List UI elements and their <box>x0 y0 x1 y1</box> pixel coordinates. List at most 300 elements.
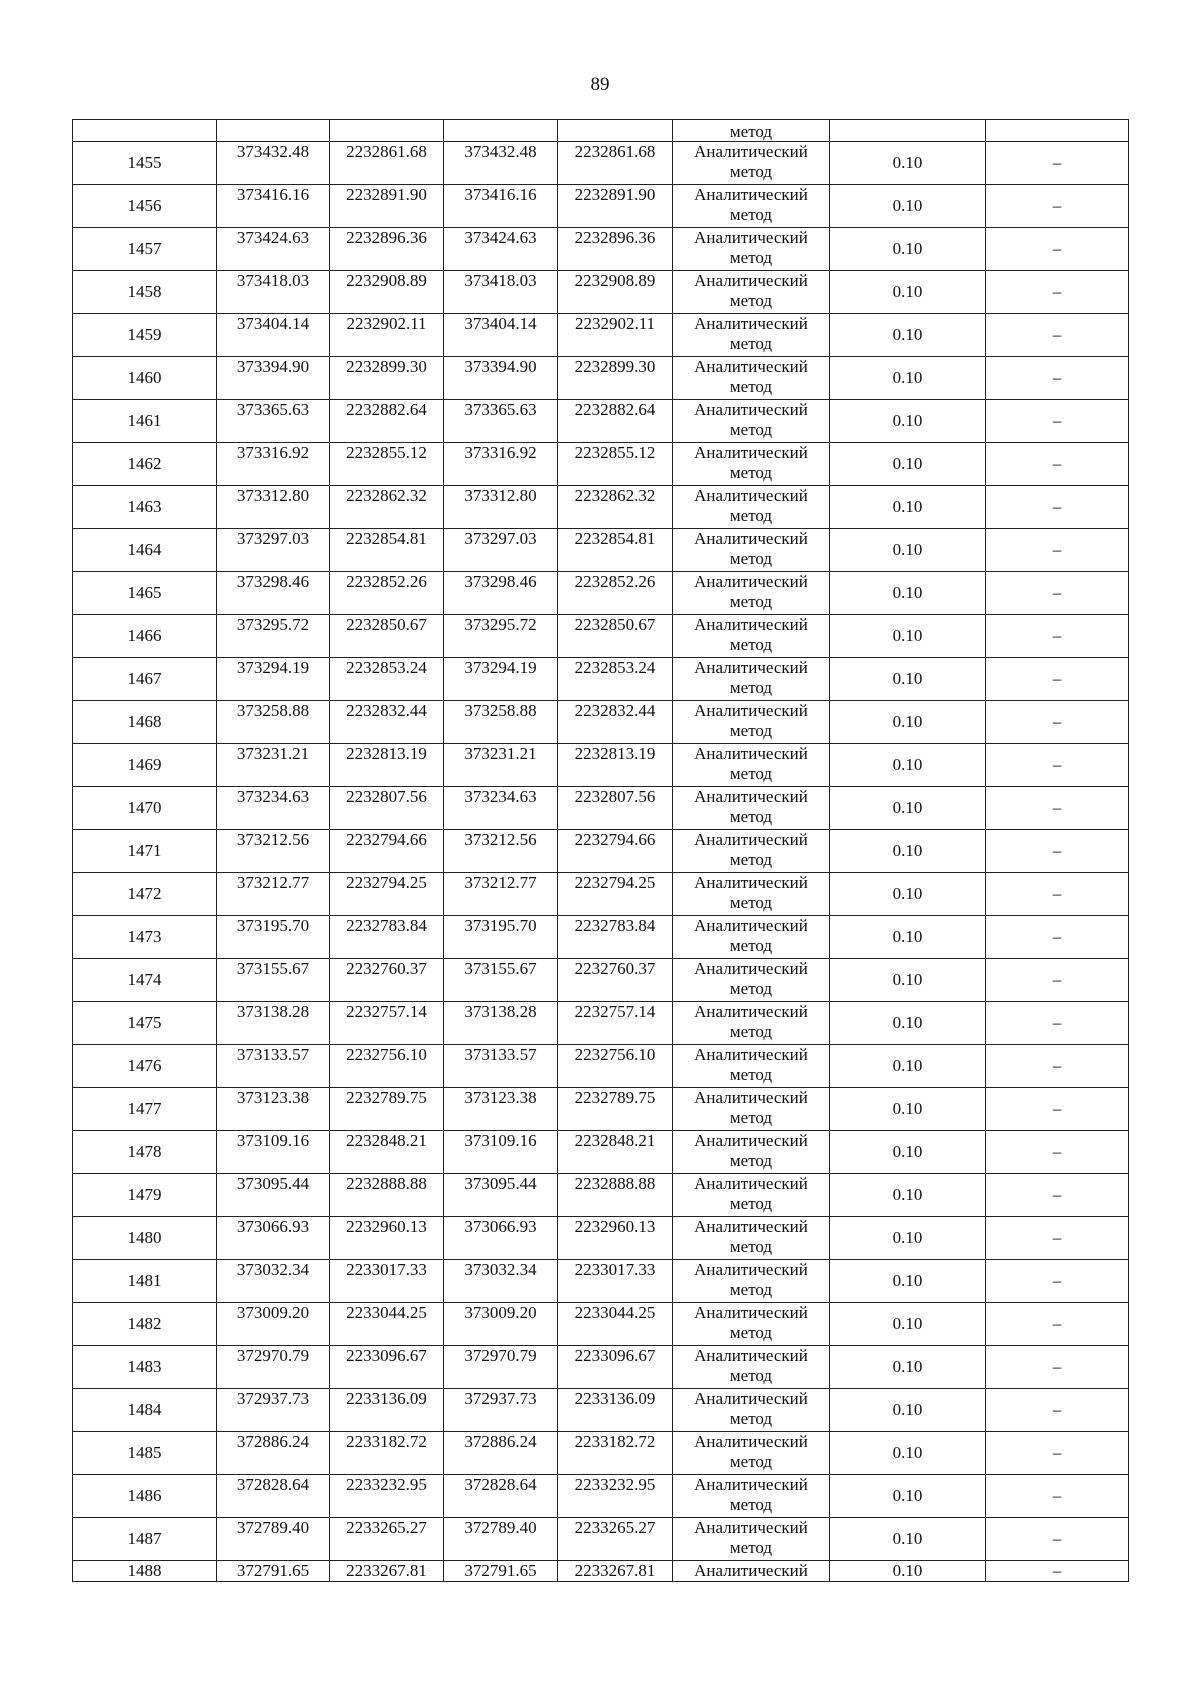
x-coordinate: 373294.19 <box>217 658 330 701</box>
x-coordinate-2: 373294.19 <box>444 658 558 701</box>
method-line-1: Аналитический <box>694 1432 808 1451</box>
y-coordinate: 2232855.12 <box>330 443 444 486</box>
y-coordinate: 2233136.09 <box>330 1389 444 1432</box>
dash-value: – <box>986 572 1129 615</box>
dash-value: – <box>986 1303 1129 1346</box>
y-coordinate-2: 2233232.95 <box>558 1475 673 1518</box>
method-line-2: метод <box>729 463 773 482</box>
x-coordinate: 373365.63 <box>217 400 330 443</box>
dash-value: – <box>986 1432 1129 1475</box>
x-coordinate-2: 373009.20 <box>444 1303 558 1346</box>
x-coordinate: 373095.44 <box>217 1174 330 1217</box>
method-line-1: Аналитический <box>694 400 808 419</box>
point-number: 1484 <box>73 1389 217 1432</box>
accuracy-value: 0.10 <box>830 142 986 185</box>
method-cell <box>673 1303 830 1346</box>
method-cell <box>673 357 830 400</box>
method-line-1: Аналитический <box>694 1045 808 1064</box>
method-line-1: Аналитический <box>694 271 808 290</box>
point-number: 1476 <box>73 1045 217 1088</box>
method-line-1: Аналитический <box>694 185 808 204</box>
method-line-2: метод <box>729 291 773 310</box>
method-cell <box>673 443 830 486</box>
method-cell <box>673 314 830 357</box>
method-line-1: Аналитический <box>694 1475 808 1494</box>
method-line-2: метод <box>729 807 773 826</box>
table-row <box>73 701 1129 744</box>
x-coordinate: 373032.34 <box>217 1260 330 1303</box>
point-number: 1480 <box>73 1217 217 1260</box>
dash-value: – <box>986 1346 1129 1389</box>
method-cell <box>673 744 830 787</box>
point-number: 1475 <box>73 1002 217 1045</box>
method-line-2: метод <box>729 1452 773 1471</box>
y-coordinate: 2232832.44 <box>330 701 444 744</box>
method-line-1: Аналитический <box>694 1389 808 1408</box>
y-coordinate: 2232853.24 <box>330 658 444 701</box>
point-number: 1486 <box>73 1475 217 1518</box>
method-cell <box>673 1088 830 1131</box>
x-coordinate: 373234.63 <box>217 787 330 830</box>
accuracy-value: 0.10 <box>830 787 986 830</box>
y-coordinate: 2232757.14 <box>330 1002 444 1045</box>
method-line-1: Аналитический <box>694 701 808 720</box>
x-coordinate-2: 372937.73 <box>444 1389 558 1432</box>
point-number: 1477 <box>73 1088 217 1131</box>
x-coordinate-2: 373032.34 <box>444 1260 558 1303</box>
dash-value: – <box>986 744 1129 787</box>
accuracy-value: 0.10 <box>830 1475 986 1518</box>
dash-value: – <box>986 443 1129 486</box>
dash-value: – <box>986 1389 1129 1432</box>
table-body <box>73 120 1129 1582</box>
accuracy-value: 0.10 <box>830 701 986 744</box>
y-coordinate: 2232888.88 <box>330 1174 444 1217</box>
x-coordinate-2: 373195.70 <box>444 916 558 959</box>
method-line-1: Аналитический <box>694 1002 808 1021</box>
method-cell <box>673 142 830 185</box>
point-number: 1478 <box>73 1131 217 1174</box>
cell-empty <box>986 120 1129 142</box>
table-row <box>73 1217 1129 1260</box>
page-number: 89 <box>590 74 610 95</box>
dash-value: – <box>986 185 1129 228</box>
method-line-2: метод <box>729 1237 773 1256</box>
method-cell <box>673 529 830 572</box>
method-line-1: Аналитический <box>694 959 808 978</box>
method-line-1: Аналитический <box>694 1174 808 1193</box>
point-number: 1474 <box>73 959 217 1002</box>
y-coordinate: 2232794.66 <box>330 830 444 873</box>
table-row <box>73 787 1129 830</box>
point-number: 1458 <box>73 271 217 314</box>
y-coordinate: 2232854.81 <box>330 529 444 572</box>
method-line-2: метод <box>729 506 773 525</box>
accuracy-value: 0.10 <box>830 1217 986 1260</box>
accuracy-value: 0.10 <box>830 1432 986 1475</box>
accuracy-value: 0.10 <box>830 1561 986 1582</box>
point-number: 1460 <box>73 357 217 400</box>
method-line-1: Аналитический <box>694 486 808 505</box>
accuracy-value: 0.10 <box>830 529 986 572</box>
dash-value: – <box>986 1260 1129 1303</box>
method-cell <box>673 400 830 443</box>
table-row <box>73 873 1129 916</box>
point-number: 1464 <box>73 529 217 572</box>
x-coordinate: 373138.28 <box>217 1002 330 1045</box>
method-line-2: метод <box>729 1280 773 1299</box>
y-coordinate-2: 2232794.25 <box>558 873 673 916</box>
method-line-1: Аналитический <box>694 529 808 548</box>
x-coordinate: 373416.16 <box>217 185 330 228</box>
method-line-2: метод <box>729 549 773 568</box>
x-coordinate: 373295.72 <box>217 615 330 658</box>
x-coordinate: 373009.20 <box>217 1303 330 1346</box>
x-coordinate-2: 373212.56 <box>444 830 558 873</box>
y-coordinate-2: 2232850.67 <box>558 615 673 658</box>
point-number: 1457 <box>73 228 217 271</box>
method-line-1: Аналитический <box>694 1518 808 1537</box>
accuracy-value: 0.10 <box>830 1260 986 1303</box>
method-cell <box>673 830 830 873</box>
x-coordinate-2: 373155.67 <box>444 959 558 1002</box>
x-coordinate: 373424.63 <box>217 228 330 271</box>
accuracy-value: 0.10 <box>830 486 986 529</box>
table-row <box>73 830 1129 873</box>
dash-value: – <box>986 1174 1129 1217</box>
table-row <box>73 744 1129 787</box>
x-coordinate-2: 373095.44 <box>444 1174 558 1217</box>
x-coordinate-2: 373297.03 <box>444 529 558 572</box>
accuracy-value: 0.10 <box>830 744 986 787</box>
continuation-row <box>73 120 1129 142</box>
table-row <box>73 271 1129 314</box>
accuracy-value: 0.10 <box>830 228 986 271</box>
method-line-2: метод <box>729 1323 773 1342</box>
table-row <box>73 529 1129 572</box>
method-line-2: метод <box>729 936 773 955</box>
x-coordinate-2: 373295.72 <box>444 615 558 658</box>
point-number: 1473 <box>73 916 217 959</box>
y-coordinate-2: 2232783.84 <box>558 916 673 959</box>
method-line-2: метод <box>729 1366 773 1385</box>
x-coordinate: 373312.80 <box>217 486 330 529</box>
accuracy-value: 0.10 <box>830 1045 986 1088</box>
method-line-2: метод <box>729 850 773 869</box>
method-line-2: метод <box>729 635 773 654</box>
y-coordinate: 2233096.67 <box>330 1346 444 1389</box>
point-number: 1485 <box>73 1432 217 1475</box>
table-row <box>73 486 1129 529</box>
dash-value: – <box>986 1088 1129 1131</box>
y-coordinate-2: 2232789.75 <box>558 1088 673 1131</box>
y-coordinate-2: 2232832.44 <box>558 701 673 744</box>
method-line-1: Аналитический <box>694 572 808 591</box>
y-coordinate-2: 2233096.67 <box>558 1346 673 1389</box>
y-coordinate-2: 2232902.11 <box>558 314 673 357</box>
accuracy-value: 0.10 <box>830 658 986 701</box>
method-line-1: Аналитический <box>694 615 808 634</box>
method-cell <box>673 1131 830 1174</box>
x-coordinate: 372937.73 <box>217 1389 330 1432</box>
table-row <box>73 1174 1129 1217</box>
point-number: 1483 <box>73 1346 217 1389</box>
x-coordinate-2: 373258.88 <box>444 701 558 744</box>
x-coordinate: 372886.24 <box>217 1432 330 1475</box>
y-coordinate-2: 2232891.90 <box>558 185 673 228</box>
table-row <box>73 1002 1129 1045</box>
y-coordinate: 2232902.11 <box>330 314 444 357</box>
table-row <box>73 185 1129 228</box>
x-coordinate-2: 373133.57 <box>444 1045 558 1088</box>
x-coordinate-2: 373123.38 <box>444 1088 558 1131</box>
x-coordinate: 373212.77 <box>217 873 330 916</box>
method-line-2: метод <box>729 1108 773 1127</box>
x-coordinate: 372970.79 <box>217 1346 330 1389</box>
point-number: 1467 <box>73 658 217 701</box>
accuracy-value: 0.10 <box>830 185 986 228</box>
point-number: 1466 <box>73 615 217 658</box>
point-number: 1465 <box>73 572 217 615</box>
y-coordinate-2: 2232848.21 <box>558 1131 673 1174</box>
method-cell <box>673 615 830 658</box>
point-number: 1459 <box>73 314 217 357</box>
method-cell <box>673 959 830 1002</box>
method-line-2: метод <box>729 721 773 740</box>
x-coordinate: 373212.56 <box>217 830 330 873</box>
accuracy-value: 0.10 <box>830 400 986 443</box>
cell-empty <box>444 120 558 142</box>
y-coordinate: 2233044.25 <box>330 1303 444 1346</box>
table-row <box>73 1045 1129 1088</box>
y-coordinate-2: 2232896.36 <box>558 228 673 271</box>
accuracy-value: 0.10 <box>830 959 986 1002</box>
method-line-1: Аналитический <box>694 744 808 763</box>
y-coordinate-2: 2232888.88 <box>558 1174 673 1217</box>
method-line-2: метод <box>729 764 773 783</box>
cell-empty <box>830 120 986 142</box>
dash-value: – <box>986 357 1129 400</box>
accuracy-value: 0.10 <box>830 443 986 486</box>
y-coordinate: 2233267.81 <box>330 1561 444 1582</box>
x-coordinate-2: 373138.28 <box>444 1002 558 1045</box>
method-line-2: метод <box>729 248 773 267</box>
method-cell <box>673 1346 830 1389</box>
table-row <box>73 357 1129 400</box>
x-coordinate-2: 373394.90 <box>444 357 558 400</box>
dash-value: – <box>986 400 1129 443</box>
accuracy-value: 0.10 <box>830 1389 986 1432</box>
dash-value: – <box>986 1475 1129 1518</box>
coordinates-table <box>72 119 1129 1582</box>
x-coordinate-2: 373432.48 <box>444 142 558 185</box>
x-coordinate: 372828.64 <box>217 1475 330 1518</box>
accuracy-value: 0.10 <box>830 314 986 357</box>
y-coordinate-2: 2233044.25 <box>558 1303 673 1346</box>
y-coordinate: 2232960.13 <box>330 1217 444 1260</box>
x-coordinate-2: 373416.16 <box>444 185 558 228</box>
y-coordinate: 2233265.27 <box>330 1518 444 1561</box>
method-line-2: метод <box>729 334 773 353</box>
x-coordinate-2: 372886.24 <box>444 1432 558 1475</box>
table-row <box>73 916 1129 959</box>
table-row <box>73 1389 1129 1432</box>
method-cell <box>673 486 830 529</box>
x-coordinate-2: 373404.14 <box>444 314 558 357</box>
accuracy-value: 0.10 <box>830 873 986 916</box>
dash-value: – <box>986 1217 1129 1260</box>
method-cell <box>673 658 830 701</box>
x-coordinate: 373298.46 <box>217 572 330 615</box>
method-line-1: Аналитический <box>694 443 808 462</box>
x-coordinate: 373297.03 <box>217 529 330 572</box>
dash-value: – <box>986 314 1129 357</box>
y-coordinate-2: 2232960.13 <box>558 1217 673 1260</box>
method-line-2: метод <box>729 377 773 396</box>
x-coordinate: 373109.16 <box>217 1131 330 1174</box>
method-cell <box>673 787 830 830</box>
method-line-1: Аналитический <box>694 314 808 333</box>
table-row-last <box>73 1561 1129 1582</box>
y-coordinate: 2232862.32 <box>330 486 444 529</box>
y-coordinate: 2232783.84 <box>330 916 444 959</box>
y-coordinate: 2232848.21 <box>330 1131 444 1174</box>
accuracy-value: 0.10 <box>830 271 986 314</box>
y-coordinate-2: 2232882.64 <box>558 400 673 443</box>
y-coordinate-2: 2232861.68 <box>558 142 673 185</box>
table-row <box>73 314 1129 357</box>
method-line-2: метод <box>729 1022 773 1041</box>
y-coordinate-2: 2232813.19 <box>558 744 673 787</box>
dash-value: – <box>986 873 1129 916</box>
x-coordinate: 373404.14 <box>217 314 330 357</box>
dash-value: – <box>986 701 1129 744</box>
method-line-2: метод <box>729 1065 773 1084</box>
accuracy-value: 0.10 <box>830 1131 986 1174</box>
method-cell <box>673 1475 830 1518</box>
x-coordinate-2: 372791.65 <box>444 1561 558 1582</box>
point-number: 1461 <box>73 400 217 443</box>
x-coordinate: 373133.57 <box>217 1045 330 1088</box>
x-coordinate-2: 373212.77 <box>444 873 558 916</box>
method-cell <box>673 1518 830 1561</box>
x-coordinate-2: 372970.79 <box>444 1346 558 1389</box>
y-coordinate: 2232899.30 <box>330 357 444 400</box>
y-coordinate-2: 2232756.10 <box>558 1045 673 1088</box>
dash-value: – <box>986 787 1129 830</box>
method-cell <box>673 271 830 314</box>
table-row <box>73 1475 1129 1518</box>
table-row <box>73 400 1129 443</box>
point-number: 1462 <box>73 443 217 486</box>
point-number: 1456 <box>73 185 217 228</box>
accuracy-value: 0.10 <box>830 830 986 873</box>
x-coordinate-2: 373365.63 <box>444 400 558 443</box>
y-coordinate-2: 2232807.56 <box>558 787 673 830</box>
dash-value: – <box>986 486 1129 529</box>
method-line-1: Аналитический <box>694 1346 808 1365</box>
method-line-1: Аналитический <box>694 916 808 935</box>
method-cell <box>673 185 830 228</box>
x-coordinate-2: 373418.03 <box>444 271 558 314</box>
table-row <box>73 443 1129 486</box>
x-coordinate-2: 373109.16 <box>444 1131 558 1174</box>
point-number: 1481 <box>73 1260 217 1303</box>
y-coordinate: 2232756.10 <box>330 1045 444 1088</box>
y-coordinate-2: 2232757.14 <box>558 1002 673 1045</box>
method-line-1: Аналитический <box>694 1088 808 1107</box>
method-line-1: Аналитический <box>694 658 808 677</box>
dash-value: – <box>986 529 1129 572</box>
dash-value: – <box>986 271 1129 314</box>
x-coordinate-2: 373234.63 <box>444 787 558 830</box>
x-coordinate-2: 372828.64 <box>444 1475 558 1518</box>
method-cell <box>673 1174 830 1217</box>
method-line-2: метод <box>729 205 773 224</box>
accuracy-value: 0.10 <box>830 1174 986 1217</box>
method-line-2: метод <box>729 678 773 697</box>
method-line-1: Аналитический <box>694 1131 808 1150</box>
point-number: 1470 <box>73 787 217 830</box>
method-line-1: Аналитический <box>694 1260 808 1279</box>
y-coordinate: 2232896.36 <box>330 228 444 271</box>
y-coordinate: 2232861.68 <box>330 142 444 185</box>
dash-value: – <box>986 1561 1129 1582</box>
point-number: 1468 <box>73 701 217 744</box>
method-cell <box>673 1260 830 1303</box>
x-coordinate: 373155.67 <box>217 959 330 1002</box>
x-coordinate-2: 373316.92 <box>444 443 558 486</box>
method-cell <box>673 1045 830 1088</box>
method-line-1: Аналитический <box>694 787 808 806</box>
x-coordinate: 373316.92 <box>217 443 330 486</box>
x-coordinate: 373394.90 <box>217 357 330 400</box>
y-coordinate-2: 2233265.27 <box>558 1518 673 1561</box>
table-row <box>73 1131 1129 1174</box>
x-coordinate: 373123.38 <box>217 1088 330 1131</box>
method-line-2: метод <box>729 420 773 439</box>
accuracy-value: 0.10 <box>830 1002 986 1045</box>
y-coordinate: 2232908.89 <box>330 271 444 314</box>
method-line-1: Аналитический <box>694 830 808 849</box>
point-number: 1488 <box>73 1561 217 1582</box>
accuracy-value: 0.10 <box>830 916 986 959</box>
method-cell <box>673 701 830 744</box>
y-coordinate-2: 2233017.33 <box>558 1260 673 1303</box>
y-coordinate-2: 2232852.26 <box>558 572 673 615</box>
y-coordinate-2: 2232854.81 <box>558 529 673 572</box>
cell-empty <box>73 120 217 142</box>
method-line-1: Аналитический <box>694 1303 808 1322</box>
method-line-2: метод <box>729 893 773 912</box>
x-coordinate-2: 373298.46 <box>444 572 558 615</box>
method-line-2: метод <box>729 162 773 181</box>
x-coordinate-2: 373066.93 <box>444 1217 558 1260</box>
y-coordinate-2: 2232855.12 <box>558 443 673 486</box>
point-number: 1471 <box>73 830 217 873</box>
method-line-1: Аналитический <box>694 228 808 247</box>
method-line-2: метод <box>729 979 773 998</box>
dash-value: – <box>986 959 1129 1002</box>
y-coordinate-2: 2232853.24 <box>558 658 673 701</box>
dash-value: – <box>986 916 1129 959</box>
method-line-2: метод <box>729 1151 773 1170</box>
y-coordinate-2: 2232862.32 <box>558 486 673 529</box>
y-coordinate-2: 2233267.81 <box>558 1561 673 1582</box>
accuracy-value: 0.10 <box>830 572 986 615</box>
y-coordinate: 2232850.67 <box>330 615 444 658</box>
method-line-2: метод <box>729 1194 773 1213</box>
